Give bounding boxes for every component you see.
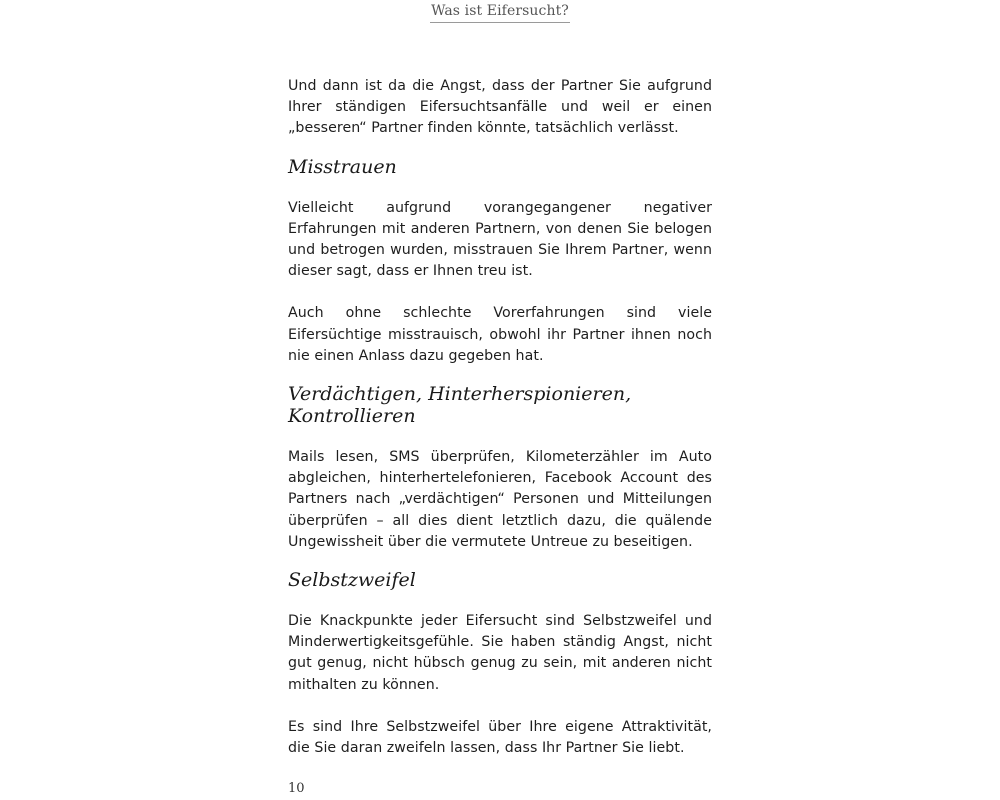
section-heading-misstrauen: Misstrauen: [288, 155, 397, 178]
paragraph: Vielleicht aufgrund vorangegangener negativer Erfahrungen mit anderen Partnern, von denen Sie belogen und betrogen wurden, misstrauen Sie Ihrem Partner, wenn dieser sagt, dass er Ihnen treu ist.: [288, 199, 712, 280]
page-body: [288, 76, 712, 759]
intro-paragraph: Und dann ist da die Angst, dass der Partner Sie aufgrund Ihrer ständigen Eifersuchtsanfälle und weil er einen „besseren“ Partner finden könnte, tatsächlich verlässt.: [288, 78, 712, 137]
paragraph: Mails lesen, SMS überprüfen, Kilometerzähler im Auto abgleichen, hinterhertelefonieren, Facebook Account des Partners nach „verdächtigen“ Personen und Mitteilungen überprüfen – all dies dient letztlich dazu, die quälende Ungewissheit über die vermutete Untreue zu beseitigen.: [288, 449, 712, 550]
section-heading-selbstzweifel: Selbstzweifel: [288, 569, 416, 592]
section-heading-verdaechtigen: Verdächtigen, Hinterherspionieren, Kontrollieren: [288, 383, 632, 428]
paragraph: Es sind Ihre Selbstzweifel über Ihre eigene Attraktivität, die Sie daran zweifeln lassen, dass Ihr Partner Sie liebt.: [288, 718, 712, 757]
paragraph: Die Knackpunkte jeder Eifersucht sind Selbstzweifel und Minderwertigkeitsgefühle. Sie haben ständig Angst, nicht gut genug, nicht hübsch genug zu sein, mit anderen nicht mithalten zu können.: [288, 613, 712, 693]
page-number: 10: [288, 781, 305, 796]
running-header-title: Was ist Eifersucht?: [430, 1, 570, 23]
paragraph: Auch ohne schlechte Vorerfahrungen sind viele Eifersüchtige misstrauisch, obwohl ihr Partner ihnen noch nie einen Anlass dazu gegeben hat.: [288, 305, 712, 364]
running-header: [0, 0, 1000, 23]
